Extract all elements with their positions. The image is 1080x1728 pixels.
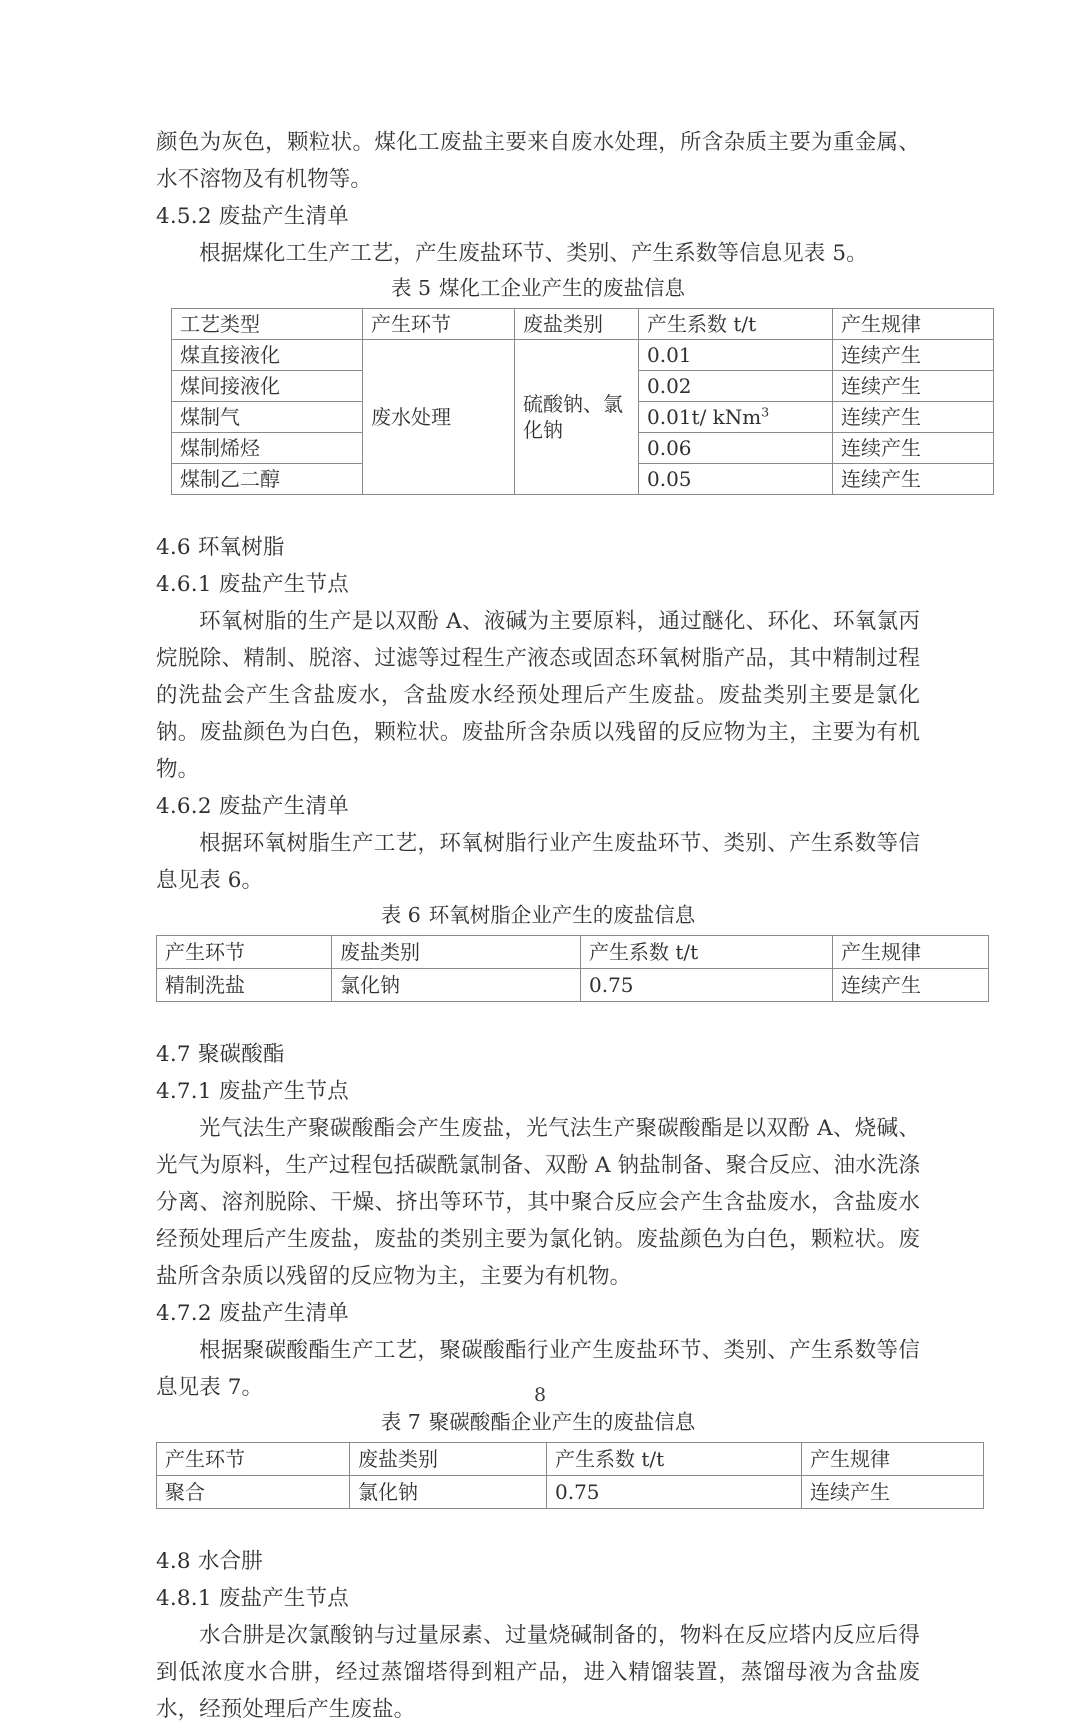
table5-header-salt-type: 废盐类别 xyxy=(515,309,639,340)
table-row-header xyxy=(157,1443,984,1476)
table-5-coal-chemical-waste-salt xyxy=(171,308,994,495)
heading-4-5-2: 4.5.2 废盐产生清单 xyxy=(156,204,349,229)
table5-cell-process-type: 煤间接液化 xyxy=(172,371,363,402)
heading-4-8: 4.8 水合肼 xyxy=(156,1549,263,1574)
table5-cell-process-type: 煤直接液化 xyxy=(172,340,363,371)
table5-coefficient-value: 0.02 xyxy=(647,374,692,398)
heading-4-7-2: 4.7.2 废盐产生清单 xyxy=(156,1301,349,1326)
table5-cell-pattern: 连续产生 xyxy=(833,433,994,464)
table-row-header xyxy=(157,936,989,969)
table5-cell-pattern: 连续产生 xyxy=(833,464,994,495)
heading-4-6-2: 4.6.2 废盐产生清单 xyxy=(156,794,349,819)
page-number: 8 xyxy=(533,1384,547,1406)
heading-4-7-1: 4.7.1 废盐产生节点 xyxy=(156,1079,349,1104)
table6-caption xyxy=(156,899,920,931)
table5-cell-process-type: 煤制气 xyxy=(172,402,363,433)
table5-header-coefficient: 产生系数 t/t xyxy=(639,309,833,340)
table-7-polycarbonate-waste-salt xyxy=(156,1442,984,1509)
table7-header-coefficient: 产生系数 t/t xyxy=(547,1443,802,1476)
paragraph-4-7-2: 根据聚碳酸酯生产工艺，聚碳酸酯行业产生废盐环节、类别、产生系数等信息见表 7。 xyxy=(156,1338,920,1400)
table6-label: 表 6 xyxy=(380,903,421,927)
paragraph-4-6-1: 环氧树脂的生产是以双酚 A、液碱为主要原料，通过醚化、环化、环氧氯丙烷脱除、精制、脱溶、过滤等过程生产液态或固态环氧树脂产品，其中精制过程的洗盐会产生含盐废水，含盐废水经预处理后产生废盐。废盐类别主要是氯化钠。废盐颜色为白色，颗粒状。废盐所含杂质以残留的反应物为主，主要为有机物。 xyxy=(156,609,920,782)
table5-cell-coefficient xyxy=(639,340,833,371)
table5-caption xyxy=(156,272,920,304)
table5-coefficient-value: 0.05 xyxy=(647,467,692,491)
table-row xyxy=(172,340,994,371)
table6-cell-stage: 精制洗盐 xyxy=(157,969,332,1002)
table6-title: 环氧树脂企业产生的废盐信息 xyxy=(428,903,696,927)
table7-cell-stage: 聚合 xyxy=(157,1476,350,1509)
table6-header-pattern: 产生规律 xyxy=(833,936,989,969)
table5-cell-coefficient xyxy=(639,402,833,433)
table5-header-process-type: 工艺类型 xyxy=(172,309,363,340)
table5-cell-coefficient xyxy=(639,464,833,495)
table5-coefficient-value: 0.06 xyxy=(647,436,692,460)
table6-cell-salt-type: 氯化钠 xyxy=(332,969,581,1002)
table5-label: 表 5 xyxy=(390,276,432,300)
intro-paragraph: 颜色为灰色，颗粒状。煤化工废盐主要来自废水处理，所含杂质主要为重金属、水不溶物及有机物等。 xyxy=(156,130,920,192)
paragraph-4-8-1: 水合肼是次氯酸钠与过量尿素、过量烧碱制备的，物料在反应塔内反应后得到低浓度水合肼，经过蒸馏塔得到粗产品，进入精馏装置，蒸馏母液为含盐废水，经预处理后产生废盐。 xyxy=(156,1623,920,1722)
table5-cell-pattern: 连续产生 xyxy=(833,402,994,433)
heading-4-7: 4.7 聚碳酸酯 xyxy=(156,1042,285,1067)
table5-cell-coefficient xyxy=(639,371,833,402)
table5-cell-salt-type-merged: 硫酸钠、氯化钠 xyxy=(515,340,639,495)
paragraph-4-7-1: 光气法生产聚碳酸酯会产生废盐，光气法生产聚碳酸酯是以双酚 A、烧碱、光气为原料，生产过程包括碳酰氯制备、双酚 A 钠盐制备、聚合反应、油水洗涤分离、溶剂脱除、干燥、挤出等环节，其中聚合反应会产生含盐废水，含盐废水经预处理后产生废盐，废盐的类别主要为氯化钠。废盐颜色为白色，颗粒状。废盐所含杂质以残留的反应物为主，主要为有机物。 xyxy=(156,1116,920,1289)
paragraph-4-6-2: 根据环氧树脂生产工艺，环氧树脂行业产生废盐环节、类别、产生系数等信息见表 6。 xyxy=(156,831,920,893)
table5-coefficient-superscript: 3 xyxy=(761,404,770,420)
table5-coefficient-value: 0.01t/ kNm xyxy=(647,405,762,429)
table6-header-salt-type: 废盐类别 xyxy=(332,936,581,969)
table-row xyxy=(157,969,989,1002)
table5-cell-process-type: 煤制乙二醇 xyxy=(172,464,363,495)
table7-caption xyxy=(156,1406,920,1438)
table-row-header xyxy=(172,309,994,340)
paragraph-4-5-2: 根据煤化工生产工艺，产生废盐环节、类别、产生系数等信息见表 5。 xyxy=(199,241,868,266)
table-row xyxy=(157,1476,984,1509)
table7-header-stage: 产生环节 xyxy=(157,1443,350,1476)
table7-header-salt-type: 废盐类别 xyxy=(350,1443,547,1476)
heading-4-8-1: 4.8.1 废盐产生节点 xyxy=(156,1586,349,1611)
heading-4-6: 4.6 环氧树脂 xyxy=(156,535,285,560)
table5-header-pattern: 产生规律 xyxy=(833,309,994,340)
table-6-epoxy-resin-waste-salt xyxy=(156,935,989,1002)
table7-title: 聚碳酸酯企业产生的废盐信息 xyxy=(428,1410,696,1434)
heading-4-6-1: 4.6.1 废盐产生节点 xyxy=(156,572,349,597)
table6-header-stage: 产生环节 xyxy=(157,936,332,969)
table5-cell-pattern: 连续产生 xyxy=(833,340,994,371)
table6-header-coefficient: 产生系数 t/t xyxy=(581,936,833,969)
table7-header-pattern: 产生规律 xyxy=(802,1443,984,1476)
table7-cell-salt-type: 氯化钠 xyxy=(350,1476,547,1509)
table7-cell-coefficient: 0.75 xyxy=(547,1476,802,1509)
table5-cell-process-type: 煤制烯烃 xyxy=(172,433,363,464)
table5-header-stage: 产生环节 xyxy=(363,309,515,340)
table5-cell-coefficient xyxy=(639,433,833,464)
table5-cell-pattern: 连续产生 xyxy=(833,371,994,402)
table6-cell-pattern: 连续产生 xyxy=(833,969,989,1002)
table5-title: 煤化工企业产生的废盐信息 xyxy=(439,276,686,300)
table5-coefficient-value: 0.01 xyxy=(647,343,692,367)
table7-label: 表 7 xyxy=(380,1410,421,1434)
table6-cell-coefficient: 0.75 xyxy=(581,969,833,1002)
page-content xyxy=(156,124,920,1728)
table5-cell-stage-merged: 废水处理 xyxy=(363,340,515,495)
table7-cell-pattern: 连续产生 xyxy=(802,1476,984,1509)
